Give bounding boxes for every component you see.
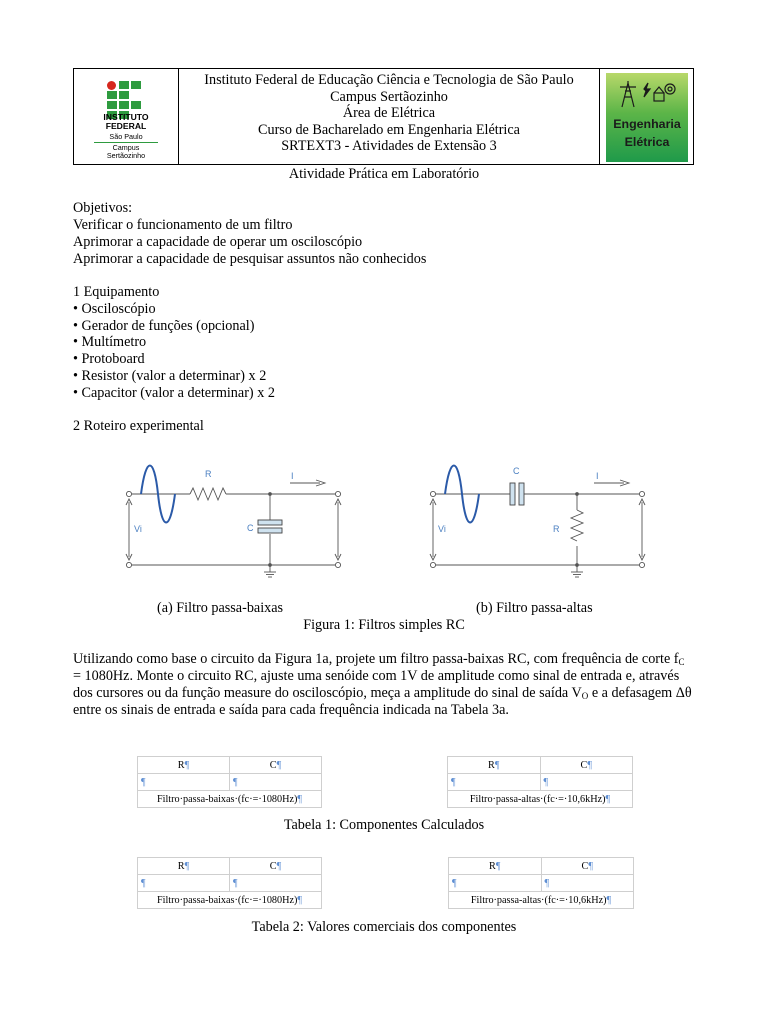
equipment-item: • Protoboard <box>73 351 145 367</box>
equipment-heading: 1 Equipamento <box>73 284 160 300</box>
subfigure-a-caption: (a) Filtro passa-baixas <box>157 600 284 616</box>
table-cell[interactable]: ¶ <box>541 875 634 892</box>
label-vi: Vi <box>438 524 446 534</box>
label-i: I <box>291 471 294 481</box>
label-i: I <box>596 471 599 481</box>
equipment-item: • Capacitor (valor a determinar) x 2 <box>73 385 275 401</box>
header-box <box>73 68 694 165</box>
equipment-item: • Resistor (valor a determinar) x 2 <box>73 368 267 384</box>
table2-lowpass: R¶ C¶ ¶ ¶ Filtro·passa-baixas·(fc·=·1080Hz)¶ <box>137 857 322 909</box>
engenharia-badge <box>606 73 688 162</box>
capacitor-symbol <box>258 520 282 525</box>
table1-highpass: R¶ C¶ ¶ ¶ Filtro·passa-altas·(fc·=·10,6kHz)¶ <box>447 756 633 808</box>
table-cell[interactable]: ¶ <box>138 875 230 892</box>
label-r: R <box>205 469 212 479</box>
ifsp-logo <box>74 69 179 164</box>
table1-caption: Tabela 1: Componentes Calculados <box>283 817 485 833</box>
procedure-heading: 2 Roteiro experimental <box>73 418 204 434</box>
table-cell[interactable]: ¶ <box>449 875 542 892</box>
table1-lowpass: R¶ C¶ ¶ ¶ Filtro·passa-baixas·(fc·=·1080Hz)¶ <box>137 756 322 808</box>
engenharia-label: Engenharia Elétrica <box>613 117 681 149</box>
page-subtitle: Atividade Prática em Laboratório <box>288 166 480 182</box>
power-tower-icon <box>614 79 680 109</box>
resistor-symbol <box>190 488 226 500</box>
header-line-institute: Instituto Federal de Educação Ciência e Tecnologia de São Paulo <box>204 72 574 88</box>
ifsp-logo-campus: Campus Sertãozinho <box>106 143 146 160</box>
instructions-paragraph: Utilizando como base o circuito da Figura 1a, projete um filtro passa-baixas RC, com frequência de corte $f_C = 1080Hz$. Monte o circuito RC, ajuste uma senóide com 1V de amplitude como sinal de entrada e, através dos cursores ou da função measure do osciloscópio, meça a amplitude do sinal de saída $V_O$ e a defasagem Δθ entre os sinais de entrada e saída para cada frequência indicada na Tabela 3a. <box>73 651 692 718</box>
capacitor-symbol <box>510 483 515 505</box>
ifsp-logo-title: INSTITUTO FEDERAL <box>103 112 149 131</box>
table-cell[interactable]: ¶ <box>540 774 633 791</box>
table-cell[interactable]: ¶ <box>138 774 230 791</box>
subfigure-b-caption: (b) Filtro passa-altas <box>476 600 593 616</box>
header-line-area: Área de Elétrica <box>342 105 436 122</box>
objectives-heading: Objetivos: <box>73 200 133 216</box>
equipment-item: • Multímetro <box>73 334 147 350</box>
table2-highpass: R¶ C¶ ¶ ¶ Filtro·passa-altas·(fc·=·10,6kHz)¶ <box>448 857 634 909</box>
objective-item: Aprimorar a capacidade de pesquisar assuntos não conhecidos <box>73 251 427 267</box>
highpass-circuit-diagram <box>424 462 654 582</box>
label-c: C <box>513 466 520 476</box>
label-r: R <box>553 524 560 534</box>
lowpass-circuit-diagram <box>120 462 350 582</box>
label-vi: Vi <box>134 524 142 534</box>
header-line-course: Curso de Bacharelado em Engenharia Elétrica <box>258 121 520 138</box>
engenharia-eletrica-logo <box>599 69 693 164</box>
table-cell[interactable]: ¶ <box>448 774 541 791</box>
table-cell[interactable]: ¶ <box>230 875 322 892</box>
header-line-subject: SRTEXT3 - Atividades de Extensão 3 <box>281 138 497 155</box>
figure-caption: Figura 1: Filtros simples RC <box>303 617 465 633</box>
ifsp-logo-state: São Paulo <box>109 132 143 141</box>
header-title <box>179 69 599 164</box>
resistor-symbol <box>571 510 583 541</box>
header-line-campus: Campus Sertãozinho <box>330 88 448 105</box>
equipment-item: • Gerador de funções (opcional) <box>73 318 255 334</box>
table-cell[interactable]: ¶ <box>230 774 322 791</box>
table2-caption: Tabela 2: Valores comerciais dos componentes <box>251 919 517 935</box>
objective-item: Verificar o funcionamento de um filtro <box>73 217 293 233</box>
equipment-item: • Osciloscópio <box>73 301 156 317</box>
label-c: C <box>247 523 254 533</box>
objective-item: Aprimorar a capacidade de operar um osciloscópio <box>73 234 363 250</box>
